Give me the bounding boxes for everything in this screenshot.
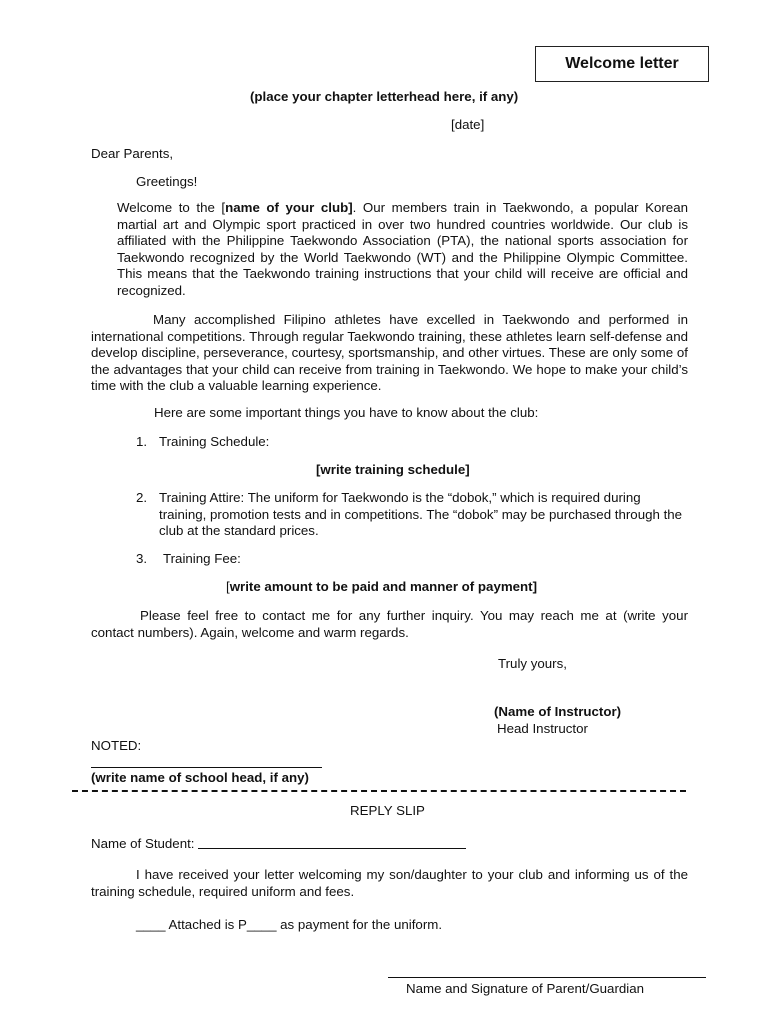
fee-placeholder-text: write amount to be paid and manner of payment]	[229, 579, 538, 594]
list-item-3-number: 3.	[136, 551, 148, 566]
closing: Truly yours,	[498, 656, 567, 671]
fee-placeholder	[226, 579, 537, 596]
parent-signature-label: Name and Signature of Parent/Guardian	[406, 981, 645, 996]
club-name-placeholder: name of your club]	[225, 200, 353, 215]
document-title: Welcome letter	[535, 46, 709, 82]
list-item-1-number: 1.	[136, 434, 148, 449]
paragraph-welcome-start: Welcome to the [	[117, 200, 226, 215]
list-item-2-number: 2.	[136, 490, 148, 505]
schedule-placeholder: [write training schedule]	[316, 462, 470, 477]
list-item-1-text: Training Schedule:	[159, 434, 270, 449]
list-intro: Here are some important things you have to know about the club:	[154, 405, 539, 420]
paragraph-athletes: Many accomplished Filipino athletes have excelled in Taekwondo and performed in international competitions. Through regular Taekwondo training, these athletes learn self-defense and develop discipline, perseverance, courtesy, sportsmanship, and other virtues. These are only some of the advantages that your child can receive from training in Taekwondo. We hope to make your child’s time with the club a valuable learning experience.	[91, 312, 688, 394]
uniform-payment-line: ____ Attached is P____ as payment for the uniform.	[136, 917, 443, 932]
school-head-placeholder: (write name of school head, if any)	[91, 770, 309, 785]
student-name-line	[198, 848, 466, 849]
reply-slip-title: REPLY SLIP	[350, 803, 425, 818]
paragraph-welcome-rest: . Our members train in Taekwondo, a popular Korean martial art and Olympic sport practiced in over two hundred countries worldwide. Our club is affiliated with the Philippine Taekwondo Association (PTA), the national sports association for Taekwondo recognized by the World Taekwondo (WT) and the Philippine Olympic Committee. This means that the Taekwondo training instructions that your child will receive are official and recognized.	[117, 200, 688, 298]
parent-signature-line	[388, 977, 706, 978]
greeting: Greetings!	[136, 174, 198, 189]
reply-acknowledgement: I have received your letter welcoming my son/daughter to your club and informing us of the training schedule, required uniform and fees.	[91, 867, 688, 899]
list-item-3-text: Training Fee:	[163, 551, 241, 566]
letterhead-placeholder: (place your chapter letterhead here, if any)	[250, 89, 519, 104]
noted-label: NOTED:	[91, 738, 142, 753]
instructor-title: Head Instructor	[497, 721, 588, 736]
salutation: Dear Parents,	[91, 146, 174, 161]
instructor-name-placeholder: (Name of Instructor)	[494, 704, 622, 719]
date-placeholder: [date]	[451, 117, 485, 132]
student-name-label: Name of Student:	[91, 836, 195, 851]
list-item-2-text: Training Attire: The uniform for Taekwondo is the “dobok,” which is required during training, promotion tests and in competitions. The “dobok” may be purchased through the club at the standard prices.	[159, 490, 683, 539]
fee-placeholder-bracket: [	[226, 579, 230, 594]
noted-signature-line	[91, 767, 322, 768]
paragraph-welcome	[117, 200, 688, 300]
cut-line	[72, 790, 686, 792]
paragraph-contact: Please feel free to contact me for any further inquiry. You may reach me at (write your contact numbers). Again, welcome and warm regards.	[91, 608, 688, 640]
